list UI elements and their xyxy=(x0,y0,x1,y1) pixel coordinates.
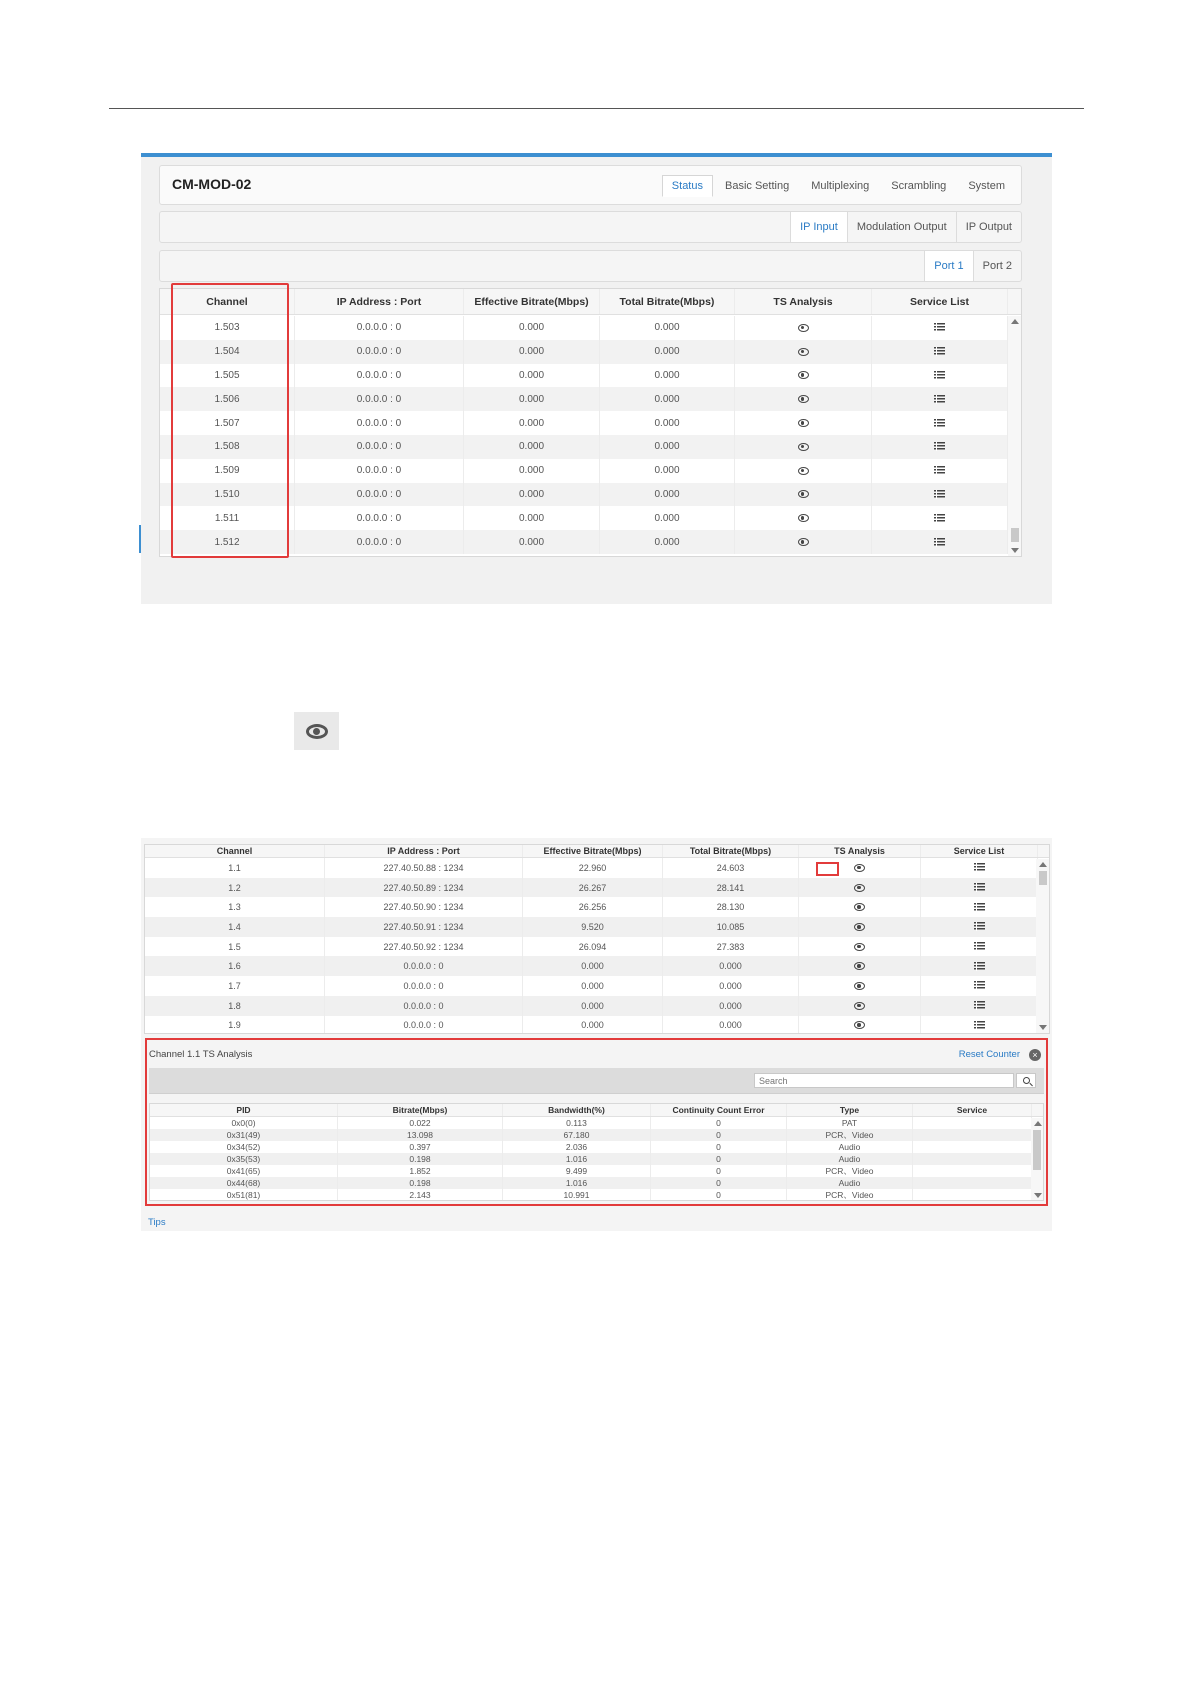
table-scrollbar[interactable] xyxy=(1008,316,1021,556)
pid-cell: 0x44(68) xyxy=(150,1177,338,1189)
ts-analysis-cell[interactable] xyxy=(799,996,921,1016)
channel-cell: 1.503 xyxy=(160,316,295,340)
service-cell xyxy=(913,1165,1032,1177)
effective-bitrate-cell: 0.000 xyxy=(523,956,663,976)
table-row xyxy=(150,1153,1043,1165)
col-total-bitrate: Total Bitrate(Mbps) xyxy=(600,289,735,314)
ip-port-cell: 227.40.50.92 : 1234 xyxy=(325,937,523,957)
search-button[interactable] xyxy=(1016,1073,1036,1088)
scroll-thumb[interactable] xyxy=(1011,528,1019,542)
channel-cell: 1.508 xyxy=(160,435,295,459)
service-list-cell[interactable] xyxy=(921,996,1038,1016)
table-row xyxy=(145,858,1049,878)
list-icon[interactable] xyxy=(974,863,985,872)
table-header xyxy=(150,1104,1043,1117)
effective-bitrate-cell: 0.000 xyxy=(464,364,600,388)
table-row xyxy=(145,897,1049,917)
cc-error-cell: 0 xyxy=(651,1153,787,1165)
list-icon[interactable] xyxy=(934,514,945,523)
panel-title: Channel 1.1 TS Analysis xyxy=(149,1049,253,1060)
col-ip-port: IP Address : Port xyxy=(295,289,464,314)
total-bitrate-cell: 0.000 xyxy=(600,411,735,435)
service-list-cell[interactable] xyxy=(872,364,1008,388)
col-bandwidth: Bandwidth(%) xyxy=(503,1104,651,1116)
pid-cell: 0x51(81) xyxy=(150,1189,338,1201)
ts-analysis-cell[interactable] xyxy=(735,340,872,364)
screenshot-ts-analysis xyxy=(141,838,1052,1231)
service-list-cell[interactable] xyxy=(921,878,1038,898)
service-list-cell[interactable] xyxy=(872,411,1008,435)
tab-modulation-output[interactable]: Modulation Output xyxy=(847,212,956,242)
tab-ip-output[interactable]: IP Output xyxy=(956,212,1021,242)
total-bitrate-cell: 0.000 xyxy=(600,435,735,459)
scroll-up-arrow[interactable] xyxy=(1034,1121,1042,1126)
col-service-list: Service List xyxy=(921,845,1038,857)
col-channel: Channel xyxy=(145,845,325,857)
cc-error-cell: 0 xyxy=(651,1141,787,1153)
channel-cell: 1.505 xyxy=(160,364,295,388)
ts-analysis-cell[interactable] xyxy=(799,976,921,996)
type-cell: Audio xyxy=(787,1141,913,1153)
cc-error-cell: 0 xyxy=(651,1177,787,1189)
service-cell xyxy=(913,1153,1032,1165)
effective-bitrate-cell: 0.000 xyxy=(464,316,600,340)
header-rule xyxy=(109,108,1084,109)
total-bitrate-cell: 0.000 xyxy=(600,530,735,554)
ip-port-cell: 0.0.0.0 : 0 xyxy=(295,506,464,530)
eye-icon[interactable] xyxy=(798,490,809,498)
ip-port-cell: 0.0.0.0 : 0 xyxy=(295,411,464,435)
tab-basic-setting[interactable]: Basic Setting xyxy=(724,180,790,192)
bandwidth-cell: 1.016 xyxy=(503,1153,651,1165)
total-bitrate-cell: 0.000 xyxy=(663,976,799,996)
bandwidth-cell: 67.180 xyxy=(503,1129,651,1141)
list-icon[interactable] xyxy=(934,466,945,475)
pid-cell: 0x0(0) xyxy=(150,1117,338,1129)
ip-port-cell: 0.0.0.0 : 0 xyxy=(295,530,464,554)
effective-bitrate-cell: 26.267 xyxy=(523,878,663,898)
channel-cell: 1.1 xyxy=(145,858,325,878)
table-row xyxy=(145,878,1049,898)
table-row xyxy=(150,1117,1043,1129)
list-icon[interactable] xyxy=(934,538,945,547)
ts-analysis-eye-icon xyxy=(294,712,339,750)
list-icon[interactable] xyxy=(934,347,945,356)
ts-analysis-cell[interactable] xyxy=(735,411,872,435)
ts-analysis-button-highlight xyxy=(816,862,839,876)
effective-bitrate-cell: 26.094 xyxy=(523,937,663,957)
bandwidth-cell: 1.016 xyxy=(503,1177,651,1189)
service-list-cell[interactable] xyxy=(872,459,1008,483)
total-bitrate-cell: 10.085 xyxy=(663,917,799,937)
service-cell xyxy=(913,1141,1032,1153)
ip-port-cell: 0.0.0.0 : 0 xyxy=(295,459,464,483)
cc-error-cell: 0 xyxy=(651,1165,787,1177)
service-list-cell[interactable] xyxy=(921,976,1038,996)
cc-error-cell: 0 xyxy=(651,1189,787,1201)
eye-icon[interactable] xyxy=(798,348,809,356)
channel-cell: 1.3 xyxy=(145,897,325,917)
service-cell xyxy=(913,1117,1032,1129)
bitrate-cell: 0.198 xyxy=(338,1177,503,1189)
channel-cell: 1.511 xyxy=(160,506,295,530)
service-list-cell[interactable] xyxy=(872,506,1008,530)
ip-port-cell: 0.0.0.0 : 0 xyxy=(325,1016,523,1035)
effective-bitrate-cell: 0.000 xyxy=(464,387,600,411)
list-icon[interactable] xyxy=(974,922,985,931)
scroll-thumb[interactable] xyxy=(1033,1130,1041,1170)
bitrate-cell: 13.098 xyxy=(338,1129,503,1141)
total-bitrate-cell: 0.000 xyxy=(663,996,799,1016)
bitrate-cell: 0.022 xyxy=(338,1117,503,1129)
ip-port-cell: 0.0.0.0 : 0 xyxy=(295,364,464,388)
ts-analysis-cell[interactable] xyxy=(799,878,921,898)
effective-bitrate-cell: 0.000 xyxy=(464,459,600,483)
eye-icon[interactable] xyxy=(798,538,809,546)
scroll-up-arrow[interactable] xyxy=(1011,319,1019,324)
ip-port-cell: 227.40.50.88 : 1234 xyxy=(325,858,523,878)
ip-port-cell: 0.0.0.0 : 0 xyxy=(295,435,464,459)
list-icon[interactable] xyxy=(974,962,985,971)
list-icon[interactable] xyxy=(974,1001,985,1010)
effective-bitrate-cell: 0.000 xyxy=(523,996,663,1016)
channel-column-highlight xyxy=(171,283,289,558)
service-list-cell[interactable] xyxy=(921,937,1038,957)
ts-analysis-cell[interactable] xyxy=(735,506,872,530)
effective-bitrate-cell: 26.256 xyxy=(523,897,663,917)
tab-system[interactable]: System xyxy=(968,180,1005,192)
reset-counter-link[interactable]: Reset Counter xyxy=(958,1049,1020,1060)
scroll-up-arrow[interactable] xyxy=(1039,862,1047,867)
eye-icon[interactable] xyxy=(798,419,809,427)
channel-cell: 1.6 xyxy=(145,956,325,976)
col-ts-analysis: TS Analysis xyxy=(735,289,872,314)
service-cell xyxy=(913,1129,1032,1141)
total-bitrate-cell: 0.000 xyxy=(600,387,735,411)
service-list-cell[interactable] xyxy=(872,483,1008,507)
effective-bitrate-cell: 0.000 xyxy=(464,506,600,530)
type-cell: PAT xyxy=(787,1117,913,1129)
service-list-cell[interactable] xyxy=(872,340,1008,364)
col-cc-error: Continuity Count Error xyxy=(651,1104,787,1116)
service-list-cell[interactable] xyxy=(872,316,1008,340)
list-icon[interactable] xyxy=(934,442,945,451)
bandwidth-cell: 2.036 xyxy=(503,1141,651,1153)
col-channel: Channel xyxy=(160,289,295,314)
tab-scrambling[interactable]: Scrambling xyxy=(891,180,947,192)
table-body xyxy=(150,1117,1043,1201)
pid-cell: 0x31(49) xyxy=(150,1129,338,1141)
bitrate-cell: 0.198 xyxy=(338,1153,503,1165)
table-row xyxy=(145,917,1049,937)
list-icon[interactable] xyxy=(974,942,985,951)
ip-port-cell: 0.0.0.0 : 0 xyxy=(295,340,464,364)
service-list-cell[interactable] xyxy=(921,897,1038,917)
channel-cell: 1.512 xyxy=(160,530,295,554)
col-effective-bitrate: Effective Bitrate(Mbps) xyxy=(523,845,663,857)
channel-cell: 1.8 xyxy=(145,996,325,1016)
list-icon[interactable] xyxy=(934,371,945,380)
service-list-cell[interactable] xyxy=(921,1016,1038,1035)
eye-icon[interactable] xyxy=(854,1021,865,1029)
ip-port-cell: 0.0.0.0 : 0 xyxy=(325,956,523,976)
effective-bitrate-cell: 0.000 xyxy=(464,340,600,364)
effective-bitrate-cell: 9.520 xyxy=(523,917,663,937)
table-row xyxy=(145,996,1049,1016)
ip-port-cell: 227.40.50.89 : 1234 xyxy=(325,878,523,898)
list-icon[interactable] xyxy=(934,395,945,404)
ip-port-cell: 0.0.0.0 : 0 xyxy=(295,316,464,340)
total-bitrate-cell: 0.000 xyxy=(600,340,735,364)
ts-analysis-cell[interactable] xyxy=(799,897,921,917)
search-input[interactable] xyxy=(754,1073,1014,1088)
channel-cell: 1.7 xyxy=(145,976,325,996)
col-ts-analysis: TS Analysis xyxy=(799,845,921,857)
col-bitrate: Bitrate(Mbps) xyxy=(338,1104,503,1116)
bitrate-cell: 2.143 xyxy=(338,1189,503,1201)
total-bitrate-cell: 0.000 xyxy=(600,483,735,507)
ts-analysis-cell[interactable] xyxy=(735,387,872,411)
service-cell xyxy=(913,1177,1032,1189)
app-header xyxy=(159,165,1022,205)
tab-status[interactable]: Status xyxy=(662,175,713,197)
table-row xyxy=(145,1016,1049,1035)
type-cell: PCR、Video xyxy=(787,1189,913,1201)
eye-icon[interactable] xyxy=(854,864,865,872)
total-bitrate-cell: 24.603 xyxy=(663,858,799,878)
total-bitrate-cell: 0.000 xyxy=(663,1016,799,1035)
col-total-bitrate: Total Bitrate(Mbps) xyxy=(663,845,799,857)
col-effective-bitrate: Effective Bitrate(Mbps) xyxy=(464,289,600,314)
total-bitrate-cell: 0.000 xyxy=(600,459,735,483)
ts-analysis-cell[interactable] xyxy=(735,435,872,459)
table-header xyxy=(145,845,1049,858)
col-ip-port: IP Address : Port xyxy=(325,845,523,857)
channel-cell: 1.506 xyxy=(160,387,295,411)
table-row xyxy=(145,976,1049,996)
tab-port-1[interactable]: Port 1 xyxy=(924,251,972,281)
port-tab-bar xyxy=(159,250,1022,282)
col-pid: PID xyxy=(150,1104,338,1116)
eye-icon[interactable] xyxy=(798,467,809,475)
ts-analysis-cell[interactable] xyxy=(799,956,921,976)
list-icon[interactable] xyxy=(974,1021,985,1030)
eye-icon[interactable] xyxy=(798,514,809,522)
table-scrollbar[interactable] xyxy=(1031,1118,1043,1201)
type-cell: PCR、Video xyxy=(787,1129,913,1141)
eye-icon[interactable] xyxy=(854,962,865,970)
eye-icon[interactable] xyxy=(854,1002,865,1010)
ip-port-cell: 227.40.50.91 : 1234 xyxy=(325,917,523,937)
type-cell: PCR、Video xyxy=(787,1165,913,1177)
total-bitrate-cell: 28.141 xyxy=(663,878,799,898)
ts-analysis-cell[interactable] xyxy=(735,364,872,388)
effective-bitrate-cell: 22.960 xyxy=(523,858,663,878)
main-tabs xyxy=(660,175,1015,197)
channel-cell: 1.510 xyxy=(160,483,295,507)
table-row xyxy=(150,1129,1043,1141)
total-bitrate-cell: 28.130 xyxy=(663,897,799,917)
ts-analysis-cell[interactable] xyxy=(735,483,872,507)
col-service-list: Service List xyxy=(872,289,1008,314)
effective-bitrate-cell: 0.000 xyxy=(523,1016,663,1035)
search-icon xyxy=(1023,1077,1030,1084)
tips-link[interactable]: Tips xyxy=(148,1217,166,1228)
table-scrollbar[interactable] xyxy=(1036,859,1049,1033)
list-icon[interactable] xyxy=(934,419,945,428)
bitrate-cell: 1.852 xyxy=(338,1165,503,1177)
channel-cell: 1.2 xyxy=(145,878,325,898)
tab-multiplexing[interactable]: Multiplexing xyxy=(811,180,870,192)
eye-icon[interactable] xyxy=(798,443,809,451)
ts-analysis-cell[interactable] xyxy=(735,530,872,554)
scroll-down-arrow[interactable] xyxy=(1039,1025,1047,1030)
ts-analysis-cell[interactable] xyxy=(799,917,921,937)
service-list-cell[interactable] xyxy=(872,530,1008,554)
channel-cell: 1.509 xyxy=(160,459,295,483)
eye-icon xyxy=(306,724,328,739)
col-type: Type xyxy=(787,1104,913,1116)
type-cell: Audio xyxy=(787,1177,913,1189)
table-header xyxy=(160,289,1021,315)
ts-analysis-cell[interactable] xyxy=(735,316,872,340)
total-bitrate-cell: 0.000 xyxy=(600,316,735,340)
ts-analysis-cell[interactable] xyxy=(735,459,872,483)
eye-icon[interactable] xyxy=(854,943,865,951)
bandwidth-cell: 0.113 xyxy=(503,1117,651,1129)
total-bitrate-cell: 0.000 xyxy=(663,956,799,976)
ts-analysis-panel xyxy=(145,1038,1048,1206)
pid-cell: 0x35(53) xyxy=(150,1153,338,1165)
eye-icon[interactable] xyxy=(798,324,809,332)
table-body xyxy=(145,858,1049,1034)
channel-cell: 1.4 xyxy=(145,917,325,937)
pid-cell: 0x34(52) xyxy=(150,1141,338,1153)
sub-tab-bar xyxy=(159,211,1022,243)
close-icon[interactable]: × xyxy=(1029,1049,1041,1061)
total-bitrate-cell: 0.000 xyxy=(600,506,735,530)
channel-cell: 1.5 xyxy=(145,937,325,957)
scroll-thumb[interactable] xyxy=(1039,871,1047,885)
effective-bitrate-cell: 0.000 xyxy=(523,976,663,996)
ts-analysis-cell[interactable] xyxy=(799,1016,921,1035)
effective-bitrate-cell: 0.000 xyxy=(464,483,600,507)
eye-icon[interactable] xyxy=(854,923,865,931)
service-list-cell[interactable] xyxy=(872,387,1008,411)
ip-port-cell: 0.0.0.0 : 0 xyxy=(295,387,464,411)
effective-bitrate-cell: 0.000 xyxy=(464,435,600,459)
service-list-cell[interactable] xyxy=(872,435,1008,459)
cc-error-cell: 0 xyxy=(651,1129,787,1141)
table-row xyxy=(150,1177,1043,1189)
scroll-down-arrow[interactable] xyxy=(1011,548,1019,553)
table-row xyxy=(150,1165,1043,1177)
service-cell xyxy=(913,1189,1032,1201)
channel-table-2 xyxy=(144,844,1050,1034)
ip-port-cell: 0.0.0.0 : 0 xyxy=(295,483,464,507)
pid-cell: 0x41(65) xyxy=(150,1165,338,1177)
ts-analysis-cell[interactable] xyxy=(799,937,921,957)
pid-table xyxy=(149,1103,1044,1201)
bandwidth-cell: 9.499 xyxy=(503,1165,651,1177)
eye-icon[interactable] xyxy=(854,982,865,990)
service-list-cell[interactable] xyxy=(921,858,1038,878)
type-cell: Audio xyxy=(787,1153,913,1165)
eye-icon[interactable] xyxy=(854,884,865,892)
list-icon[interactable] xyxy=(934,490,945,499)
ip-port-cell: 0.0.0.0 : 0 xyxy=(325,996,523,1016)
list-icon[interactable] xyxy=(974,883,985,892)
cc-error-cell: 0 xyxy=(651,1117,787,1129)
search-bar xyxy=(149,1068,1044,1094)
table-row xyxy=(145,937,1049,957)
channel-cell: 1.504 xyxy=(160,340,295,364)
table-row xyxy=(150,1141,1043,1153)
col-service: Service xyxy=(913,1104,1032,1116)
tab-ip-input[interactable]: IP Input xyxy=(790,212,847,242)
list-icon[interactable] xyxy=(934,323,945,332)
eye-icon[interactable] xyxy=(798,395,809,403)
sidebar-edge xyxy=(139,525,141,553)
scroll-down-arrow[interactable] xyxy=(1034,1193,1042,1198)
ip-port-cell: 227.40.50.90 : 1234 xyxy=(325,897,523,917)
list-icon[interactable] xyxy=(974,981,985,990)
table-row xyxy=(145,956,1049,976)
bandwidth-cell: 10.991 xyxy=(503,1189,651,1201)
channel-cell: 1.9 xyxy=(145,1016,325,1035)
total-bitrate-cell: 0.000 xyxy=(600,364,735,388)
bitrate-cell: 0.397 xyxy=(338,1141,503,1153)
list-icon[interactable] xyxy=(974,903,985,912)
effective-bitrate-cell: 0.000 xyxy=(464,530,600,554)
eye-icon[interactable] xyxy=(798,371,809,379)
ip-port-cell: 0.0.0.0 : 0 xyxy=(325,976,523,996)
service-list-cell[interactable] xyxy=(921,917,1038,937)
effective-bitrate-cell: 0.000 xyxy=(464,411,600,435)
app-title: CM-MOD-02 xyxy=(172,176,252,192)
service-list-cell[interactable] xyxy=(921,956,1038,976)
total-bitrate-cell: 27.383 xyxy=(663,937,799,957)
eye-icon[interactable] xyxy=(854,903,865,911)
tab-port-2[interactable]: Port 2 xyxy=(973,251,1021,281)
channel-cell: 1.507 xyxy=(160,411,295,435)
table-row xyxy=(150,1189,1043,1201)
